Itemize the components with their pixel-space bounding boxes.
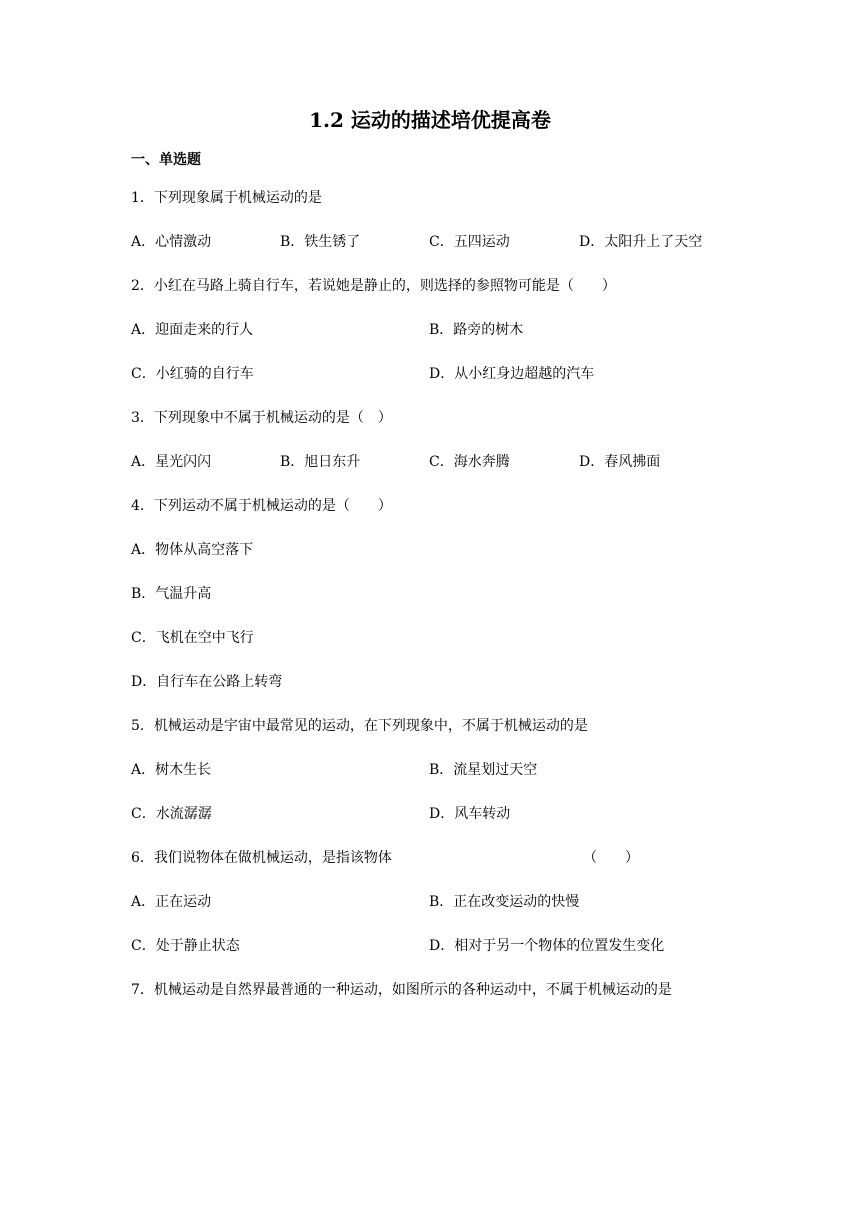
question-5-option-c: C．水流潺潺 <box>131 806 212 822</box>
question-4-option-b: B．气温升高 <box>131 586 212 602</box>
question-2-option-d: D．从小红身边超越的汽车 <box>429 366 595 382</box>
question-4-option-d: D．自行车在公路上转弯 <box>131 674 283 690</box>
question-5-stem: 5．机械运动是宇宙中最常见的运动，在下列现象中，不属于机械运动的是 <box>131 718 588 734</box>
question-6-option-b: B．正在改变运动的快慢 <box>429 894 580 910</box>
question-6-answer-bracket: （ ） <box>583 850 639 866</box>
question-1-option-d: D．太阳升上了天空 <box>579 234 703 250</box>
question-3-option-d: D．春风拂面 <box>579 454 661 470</box>
question-3-stem: 3．下列现象中不属于机械运动的是（ ） <box>131 410 392 426</box>
question-3-option-a: A．星光闪闪 <box>131 454 212 470</box>
question-3-option-c: C．海水奔腾 <box>429 454 510 470</box>
question-5-option-d: D．风车转动 <box>429 806 511 822</box>
document-title: 1.2 运动的描述培优提高卷 <box>309 108 551 132</box>
question-6-option-d: D．相对于另一个物体的位置发生变化 <box>429 938 665 954</box>
question-1-option-c: C．五四运动 <box>429 234 510 250</box>
question-1-stem: 1．下列现象属于机械运动的是 <box>131 190 322 206</box>
question-2-option-a: A．迎面走来的行人 <box>131 322 254 338</box>
question-6-stem: 6．我们说物体在做机械运动，是指该物体 <box>131 850 392 866</box>
section-heading: 一、单选题 <box>131 152 201 168</box>
question-5-option-b: B．流星划过天空 <box>429 762 538 778</box>
question-1-option-a: A．心情激动 <box>131 234 212 250</box>
question-4-option-a: A．物体从高空落下 <box>131 542 254 558</box>
question-2-option-c: C．小红骑的自行车 <box>131 366 254 382</box>
question-2-option-b: B．路旁的树木 <box>429 322 524 338</box>
question-3-option-b: B．旭日东升 <box>280 454 361 470</box>
question-1-option-b: B．铁生锈了 <box>280 234 361 250</box>
question-6-option-a: A．正在运动 <box>131 894 212 910</box>
question-5-option-a: A．树木生长 <box>131 762 212 778</box>
question-4-option-c: C．飞机在空中飞行 <box>131 630 254 646</box>
question-6-option-c: C．处于静止状态 <box>131 938 240 954</box>
question-2-stem: 2．小红在马路上骑自行车，若说她是静止的，则选择的参照物可能是（ ） <box>131 278 616 294</box>
question-7-stem: 7．机械运动是自然界最普通的一种运动，如图所示的各种运动中，不属于机械运动的是 <box>131 982 672 998</box>
question-4-stem: 4．下列运动不属于机械运动的是（ ） <box>131 498 392 514</box>
